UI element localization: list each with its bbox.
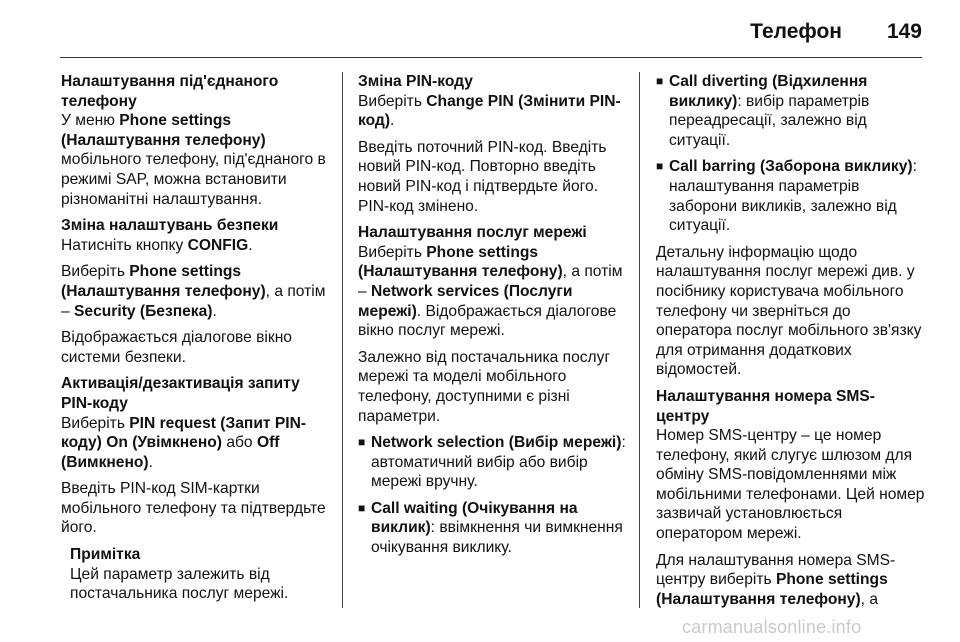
header-rule bbox=[60, 57, 922, 58]
column-3 bbox=[656, 72, 928, 616]
bullet-item: ■ Call diverting (Відхилення виклику): вибір параметрів переадресації, залежно від ситуації. bbox=[656, 73, 870, 149]
column-1 bbox=[61, 72, 329, 604]
paragraph: Виберіть Change PIN (Змінити PIN-код). bbox=[358, 92, 621, 130]
note-text: Цей параметр залежить від постачальника послуг мережі. bbox=[70, 565, 289, 603]
note-box bbox=[70, 545, 329, 604]
paragraph: Виберіть Phone settings (Налаштування телефону), а потім – Security (Безпека). bbox=[61, 263, 326, 320]
section-sms-center bbox=[656, 387, 928, 610]
section-heading: Зміна PIN-коду bbox=[358, 73, 473, 90]
paragraph: Виберіть PIN request (Запит PIN-коду) On (Увімкнено) або Off (Вимкнено). bbox=[61, 414, 307, 471]
bullet-square-icon: ■ bbox=[656, 74, 664, 88]
paragraph: Залежно від постачальника послуг мережі та моделі мобільного телефону, доступними є різні параметри. bbox=[358, 348, 611, 425]
section-connected-phone-settings bbox=[61, 72, 329, 209]
paragraph: Детальну інформацію щодо налаштування послуг мережі див. у посібнику користувача мобільного телефону чи зверніться до оператора послуг мобільного зв'язку для отримання додаткових відомостей. bbox=[656, 243, 922, 379]
bullet-square-icon: ■ bbox=[358, 500, 366, 515]
section-change-pin bbox=[358, 72, 630, 216]
bullet-item: ■ Call waiting (Очікування на виклик): ввімкнення чи вимкнення очікування виклику. bbox=[358, 499, 623, 557]
column-divider-1 bbox=[342, 72, 343, 608]
paragraph: У меню Phone settings (Налаштування телефону) мобільного телефону, під'єднаного в режимі SAP, можна встановити різноманітні налаштування. bbox=[61, 112, 326, 208]
section-network-services bbox=[358, 223, 630, 558]
section-heading: Налаштування номера SMS-центру bbox=[656, 387, 875, 425]
section-heading: Активація/дезактивація запиту PIN-коду bbox=[61, 375, 300, 412]
column-divider-2 bbox=[639, 72, 640, 608]
section-heading: Налаштування послуг мережі bbox=[358, 224, 587, 242]
paragraph: Натисніть кнопку CONFIG. bbox=[61, 236, 253, 254]
column-2 bbox=[358, 72, 630, 565]
paragraph: Номер SMS-центру – це номер телефону, який слугує шлюзом для обміну SMS-повідомленнями між мобільними телефонами. Цей номер зазвичай установлюється оператором мережі. bbox=[656, 427, 925, 543]
watermark: carmanualsonline.info bbox=[682, 617, 862, 637]
page-number: 149 bbox=[886, 20, 922, 43]
paragraph: Введіть PIN-код SIM-картки мобільного телефону та підтвердьте його. bbox=[61, 480, 326, 537]
note-heading: Примітка bbox=[70, 546, 141, 564]
paragraph: Для налаштування номера SMS-центру виберіть Phone settings (Налаштування телефону), а bbox=[656, 551, 896, 608]
paragraph: Введіть поточний PIN-код. Введіть новий PIN-код. Повторно введіть новий PIN-код і підтвердьте його. PIN-код змінено. bbox=[358, 138, 607, 215]
section-heading: Налаштування під'єднаного телефону bbox=[61, 73, 279, 110]
paragraph: Відображається діалогове вікно системи безпеки. bbox=[61, 329, 292, 366]
bullet-square-icon: ■ bbox=[656, 159, 664, 174]
bullet-item: ■ Call barring (Заборона виклику): налаштування параметрів заборони викликів, залежно від ситуації. bbox=[656, 158, 917, 235]
page-title: Телефон bbox=[750, 20, 842, 43]
section-pin-request bbox=[61, 374, 329, 538]
paragraph: Виберіть Phone settings (Налаштування телефону), а потім – Network services (Послуги мережі). Відображається діалогове вікно послуг мережі. bbox=[358, 243, 623, 340]
bullet-square-icon: ■ bbox=[358, 435, 366, 450]
section-heading: Зміна налаштувань безпеки bbox=[61, 217, 279, 235]
section-security-settings bbox=[61, 216, 329, 367]
bullet-item: ■ Network selection (Вибір мережі): автоматичний вибір або вибір мережі вручну. bbox=[358, 434, 626, 491]
page-header bbox=[0, 0, 960, 60]
